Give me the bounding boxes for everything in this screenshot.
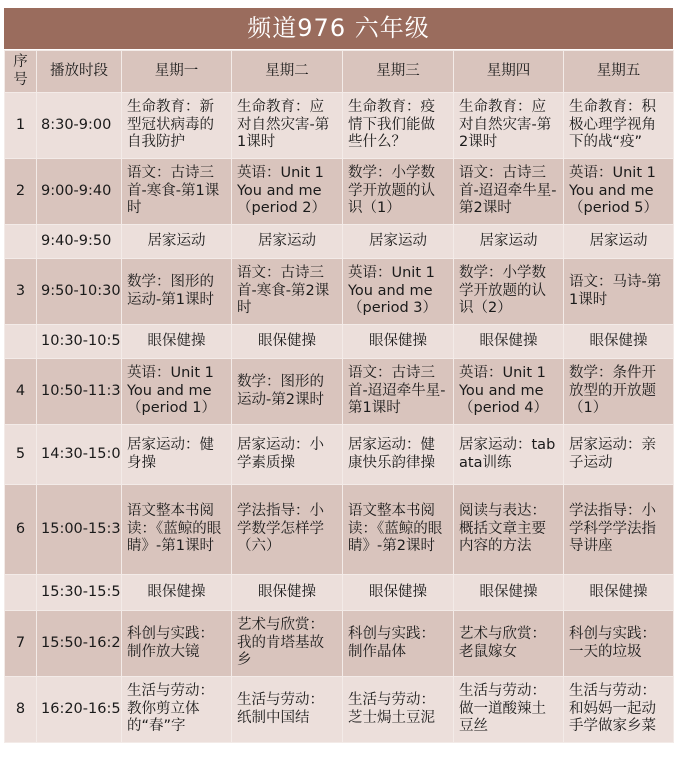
table-row <box>5 677 674 743</box>
activity-cell: 眼保健操 <box>454 325 564 359</box>
row-seq: 4 <box>5 359 37 425</box>
row-time: 10:50-11:3 <box>37 359 122 425</box>
row-time: 9:40-9:50 <box>37 225 122 259</box>
row-seq: 1 <box>5 93 37 159</box>
lesson-cell: 生命教育：应对自然灾害-第2课时 <box>454 93 564 159</box>
header-row <box>5 51 674 93</box>
lesson-cell: 居家运动：tabata训练 <box>454 425 564 485</box>
lesson-cell: 居家运动：健身操 <box>122 425 232 485</box>
lesson-cell: 语文：古诗三首-迢迢牵牛星-第2课时 <box>454 159 564 225</box>
row-seq: 3 <box>5 259 37 325</box>
lesson-cell: 生活与劳动：做一道酸辣土豆丝 <box>454 677 564 743</box>
lesson-cell: 科创与实践：制作放大镜 <box>122 611 232 677</box>
activity-cell: 眼保健操 <box>564 575 674 611</box>
lesson-cell: 艺术与欣赏：老鼠嫁女 <box>454 611 564 677</box>
table-row <box>5 325 674 359</box>
activity-cell: 眼保健操 <box>343 325 454 359</box>
activity-cell: 居家运动 <box>564 225 674 259</box>
lesson-cell: 生命教育：应对自然灾害-第1课时 <box>232 93 343 159</box>
activity-cell: 居家运动 <box>232 225 343 259</box>
row-time: 10:30-10:5 <box>37 325 122 359</box>
lesson-cell: 居家运动：亲子运动 <box>564 425 674 485</box>
table-row <box>5 611 674 677</box>
table-row <box>5 159 674 225</box>
lesson-cell: 生活与劳动：纸制中国结 <box>232 677 343 743</box>
header-time: 播放时段 <box>37 51 122 93</box>
row-time: 15:30-15:5 <box>37 575 122 611</box>
lesson-cell: 科创与实践：一天的垃圾 <box>564 611 674 677</box>
row-time: 15:00-15:3 <box>37 485 122 575</box>
activity-cell: 居家运动 <box>343 225 454 259</box>
row-time: 16:20-16:5 <box>37 677 122 743</box>
lesson-cell: 语文整本书阅读：《蓝鲸的眼睛》-第2课时 <box>343 485 454 575</box>
lesson-cell: 生活与劳动：芝士焗土豆泥 <box>343 677 454 743</box>
row-seq <box>5 325 37 359</box>
header-thursday: 星期四 <box>454 51 564 93</box>
lesson-cell: 数学：小学数学开放题的认识（2） <box>454 259 564 325</box>
row-seq: 7 <box>5 611 37 677</box>
table-row <box>5 225 674 259</box>
lesson-cell: 语文：马诗-第1课时 <box>564 259 674 325</box>
lesson-cell: 语文：古诗三首-寒食-第1课时 <box>122 159 232 225</box>
lesson-cell: 英语：Unit 1 You and me （period 5） <box>564 159 674 225</box>
header-wednesday: 星期三 <box>343 51 454 93</box>
table-row <box>5 259 674 325</box>
activity-cell: 居家运动 <box>122 225 232 259</box>
row-seq: 6 <box>5 485 37 575</box>
activity-cell: 眼保健操 <box>122 575 232 611</box>
row-seq: 5 <box>5 425 37 485</box>
header-tuesday: 星期二 <box>232 51 343 93</box>
lesson-cell: 生活与劳动：和妈妈一起动手学做家乡菜 <box>564 677 674 743</box>
activity-cell: 眼保健操 <box>122 325 232 359</box>
previous-page-edge <box>0 0 677 8</box>
lesson-cell: 生命教育：疫情下我们能做些什么？ <box>343 93 454 159</box>
lesson-cell: 艺术与欣赏：我的肯塔基故乡 <box>232 611 343 677</box>
table-row <box>5 575 674 611</box>
lesson-cell: 生命教育：积极心理学视角下的战“疫” <box>564 93 674 159</box>
lesson-cell: 居家运动：小学素质操 <box>232 425 343 485</box>
lesson-cell: 数学：图形的运动-第1课时 <box>122 259 232 325</box>
lesson-cell: 科创与实践：制作晶体 <box>343 611 454 677</box>
table-row <box>5 359 674 425</box>
lesson-cell: 学法指导：小学数学怎样学（六） <box>232 485 343 575</box>
table-row <box>5 425 674 485</box>
lesson-cell: 英语：Unit 1 You and me （period 1） <box>122 359 232 425</box>
row-seq <box>5 225 37 259</box>
activity-cell: 眼保健操 <box>232 325 343 359</box>
header-friday: 星期五 <box>564 51 674 93</box>
lesson-cell: 英语：Unit 1 You and me （period 3） <box>343 259 454 325</box>
lesson-cell: 数学：条件开放型的开放题（1） <box>564 359 674 425</box>
activity-cell: 眼保健操 <box>232 575 343 611</box>
activity-cell: 居家运动 <box>454 225 564 259</box>
activity-cell: 眼保健操 <box>454 575 564 611</box>
row-seq: 8 <box>5 677 37 743</box>
table-row <box>5 485 674 575</box>
row-time: 8:30-9:00 <box>37 93 122 159</box>
activity-cell: 眼保健操 <box>564 325 674 359</box>
row-time: 9:00-9:40 <box>37 159 122 225</box>
row-time: 15:50-16:2 <box>37 611 122 677</box>
lesson-cell: 英语：Unit 1 You and me （period 4） <box>454 359 564 425</box>
lesson-cell: 居家运动：健康快乐韵律操 <box>343 425 454 485</box>
row-time: 14:30-15:0 <box>37 425 122 485</box>
lesson-cell: 阅读与表达：概括文章主要内容的方法 <box>454 485 564 575</box>
lesson-cell: 语文：古诗三首-迢迢牵牛星-第1课时 <box>343 359 454 425</box>
lesson-cell: 数学：小学数学开放题的认识（1） <box>343 159 454 225</box>
channel-title-banner: 频道976 六年级 <box>4 8 673 49</box>
lesson-cell: 英语：Unit 1 You and me （period 2） <box>232 159 343 225</box>
header-monday: 星期一 <box>122 51 232 93</box>
row-seq: 2 <box>5 159 37 225</box>
lesson-cell: 学法指导：小学科学学法指导讲座 <box>564 485 674 575</box>
row-seq <box>5 575 37 611</box>
activity-cell: 眼保健操 <box>343 575 454 611</box>
lesson-cell: 语文整本书阅读：《蓝鲸的眼睛》-第1课时 <box>122 485 232 575</box>
header-seq: 序号 <box>5 51 37 93</box>
lesson-cell: 语文：古诗三首-寒食-第2课时 <box>232 259 343 325</box>
table-row <box>5 93 674 159</box>
lesson-cell: 生命教育：新型冠状病毒的自我防护 <box>122 93 232 159</box>
lesson-cell: 生活与劳动：教你剪立体的“春”字 <box>122 677 232 743</box>
schedule-table <box>4 50 674 743</box>
row-time: 9:50-10:30 <box>37 259 122 325</box>
lesson-cell: 数学：图形的运动-第2课时 <box>232 359 343 425</box>
